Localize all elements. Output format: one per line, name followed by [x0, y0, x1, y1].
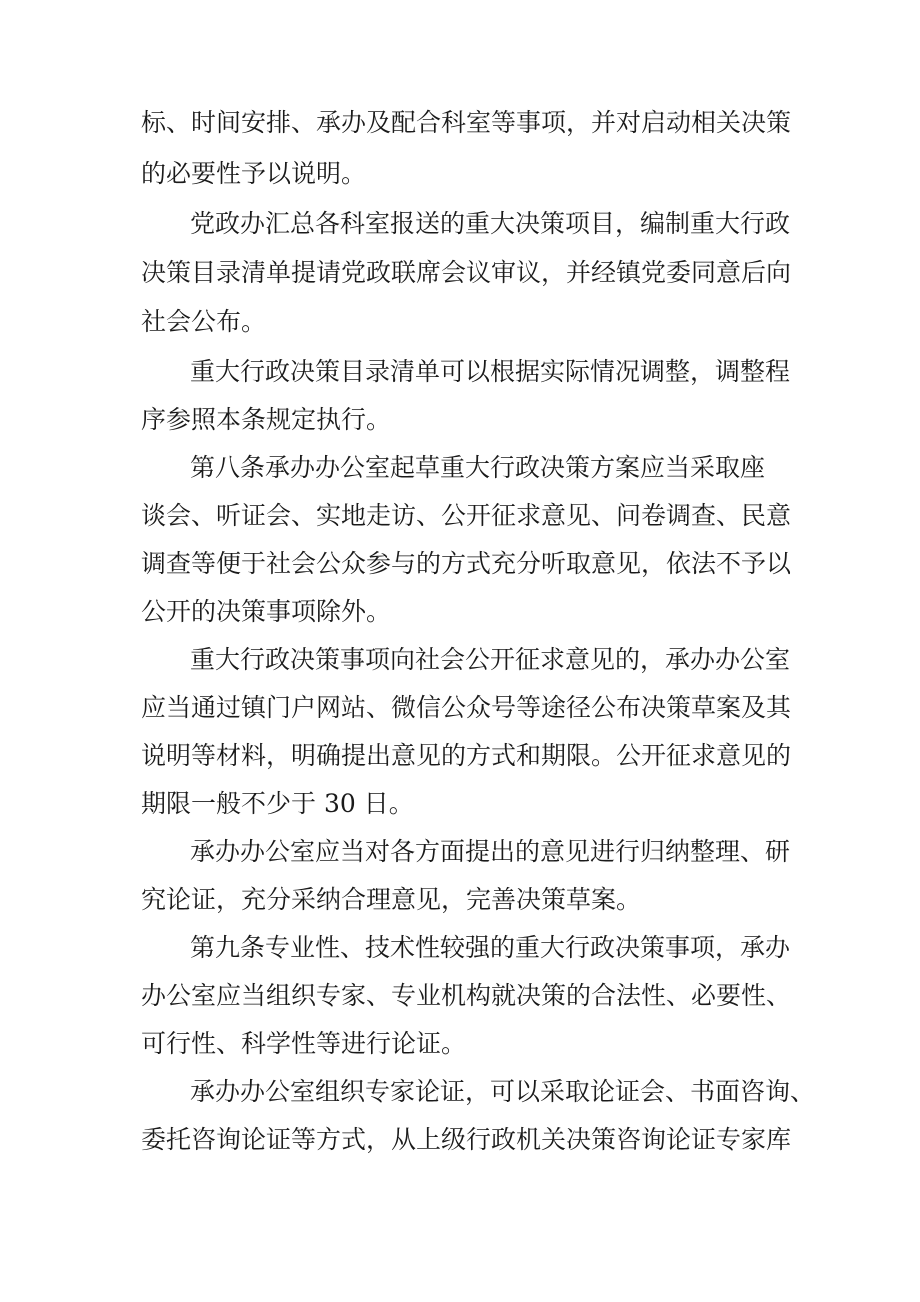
line-text: 究论证，充分采纳合理意见，完善决策草案。 — [141, 885, 642, 914]
text-line — [0, 202, 920, 246]
text-line — [0, 974, 920, 1018]
line-text: 的必要性予以说明。 — [141, 159, 367, 188]
text-line — [0, 1118, 920, 1162]
text-line — [0, 1070, 920, 1114]
line-text: 决策目录清单提请党政联席会议审议，并经镇党委同意后向 — [141, 258, 792, 287]
text-line — [0, 350, 920, 394]
line-text: 办公室应当组织专家、专业机构就决策的合法性、必要性、 — [141, 981, 792, 1010]
line-text: 第九条专业性、技术性较强的重大行政决策事项，承办 — [190, 933, 791, 962]
text-line — [0, 1022, 920, 1066]
line-text: 承办办公室组织专家论证，可以采取论证会、书面咨询、 — [190, 1077, 816, 1106]
line-text: 序参照本条规定执行。 — [141, 405, 392, 434]
line-text: 应当通过镇门户网站、微信公众号等途径公布决策草案及其 — [141, 693, 792, 722]
line-text: 党政办汇总各科室报送的重大决策项目，编制重大行政 — [190, 209, 791, 238]
text-line — [0, 638, 920, 682]
text-line — [0, 494, 920, 538]
line-text: 谈会、听证会、实地走访、公开征求意见、问卷调查、民意 — [141, 501, 792, 530]
text-line — [0, 734, 920, 778]
text-line — [0, 300, 920, 344]
text-line — [0, 590, 920, 634]
text-line — [0, 542, 920, 586]
text-line — [0, 398, 920, 442]
text-line — [0, 101, 920, 145]
line-text: 期限一般不少于 30 日。 — [141, 789, 414, 818]
text-line — [0, 878, 920, 922]
text-line — [0, 251, 920, 295]
line-text: 标、时间安排、承办及配合科室等事项，并对启动相关决策 — [141, 108, 792, 137]
line-text: 社会公布。 — [141, 307, 267, 336]
text-line — [0, 152, 920, 196]
text-line — [0, 686, 920, 730]
line-text: 第八条承办办公室起草重大行政决策方案应当采取座 — [190, 453, 766, 482]
line-text: 委托咨询论证等方式，从上级行政机关决策咨询论证专家库 — [141, 1125, 792, 1154]
line-text: 说明等材料，明确提出意见的方式和期限。公开征求意见的 — [141, 741, 792, 770]
line-text: 承办办公室应当对各方面提出的意见进行归纳整理、研 — [190, 837, 791, 866]
text-line — [0, 926, 920, 970]
text-line — [0, 782, 920, 826]
line-text: 调查等便于社会公众参与的方式充分听取意见，依法不予以 — [141, 549, 792, 578]
line-text: 公开的决策事项除外。 — [141, 597, 392, 626]
text-line — [0, 830, 920, 874]
line-text: 可行性、科学性等进行论证。 — [141, 1029, 467, 1058]
line-text: 重大行政决策事项向社会公开征求意见的，承办办公室 — [190, 645, 791, 674]
line-text: 重大行政决策目录清单可以根据实际情况调整，调整程 — [190, 357, 791, 386]
text-line — [0, 446, 920, 490]
